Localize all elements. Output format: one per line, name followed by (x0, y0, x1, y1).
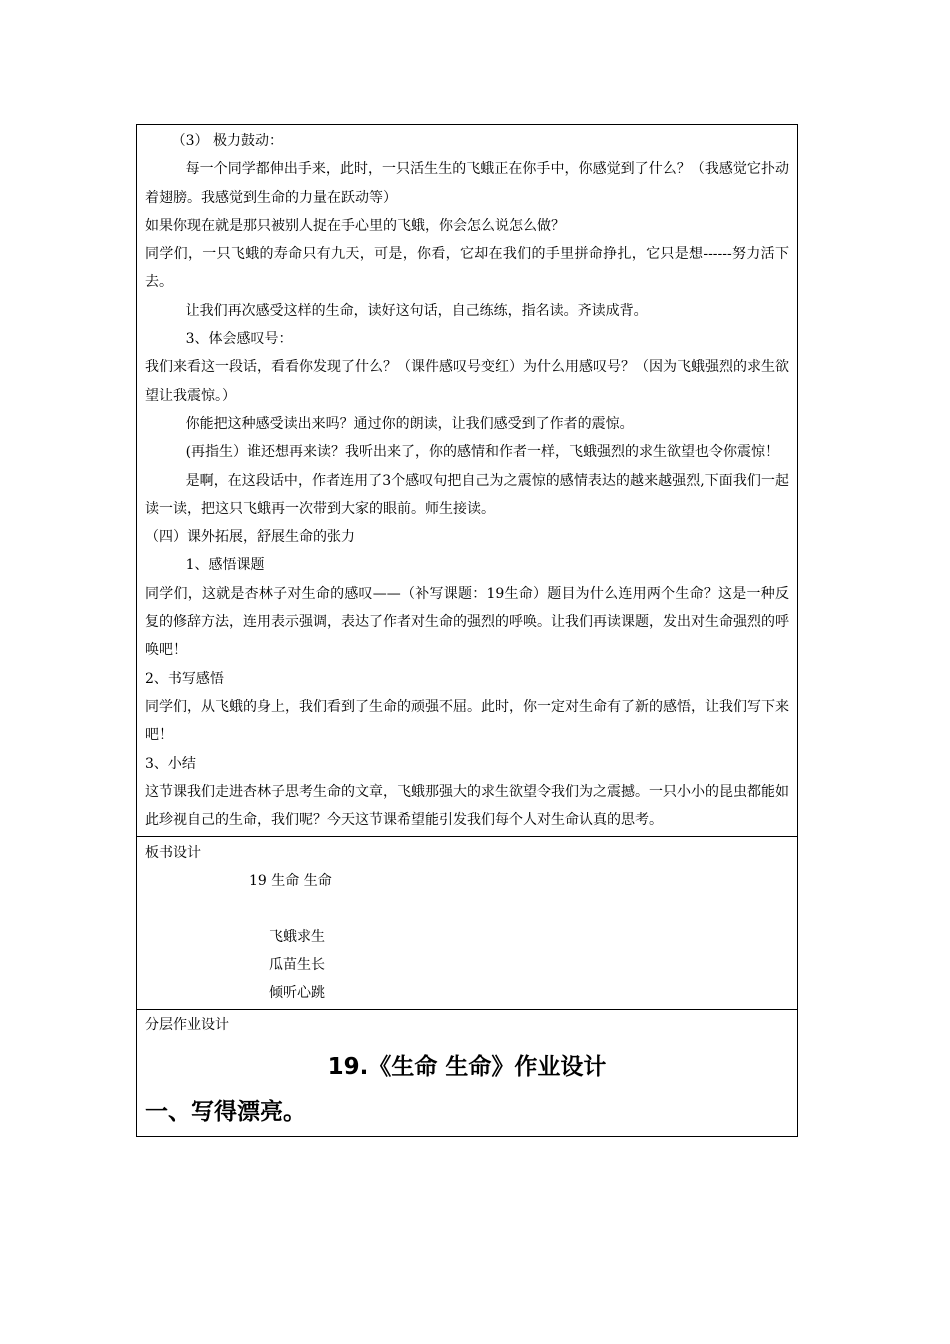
board-design-item: 瓜苗生长 (269, 957, 325, 974)
lesson-paragraph: 每一个同学都伸出手来，此时，一只活生生的飞蛾正在你手中，你感觉到了什么？（我感觉它扑动着翅膀。我感觉到生命的力量在跃动等） (145, 161, 789, 206)
lesson-process-row (137, 125, 798, 837)
lesson-paragraph: 是啊，在这段话中，作者连用了3个感叹句把自己为之震惊的感情表达的越来越强烈,下面我们一起读一读，把这只飞蛾再一次带到大家的眼前。师生接读。 (145, 472, 789, 517)
lesson-paragraph: 如果你现在就是那只被别人捉在手心里的飞蛾，你会怎么说怎么做？ (145, 217, 565, 234)
lesson-paragraph: 3、体会感叹号： (185, 331, 293, 348)
homework-design-label: 分层作业设计 (145, 1017, 229, 1034)
lesson-paragraph: 这节课我们走进杏林子思考生命的文章，飞蛾那强大的求生欲望令我们为之震撼。一只小小的昆虫都能如此珍视自己的生命，我们呢？今天这节课希望能引发我们每个人对生命认真的思考。 (145, 783, 789, 829)
lesson-paragraph: 同学们，这就是杏林子对生命的感叹——（补写课题：19生命）题目为什么连用两个生命？这是一种反复的修辞方法，连用表示强调，表达了作者对生命的强烈的呼唤。让我们再读课题，发出对生命强烈的呼唤吧！ (145, 585, 789, 659)
lesson-paragraph: (再指生）谁还想再来读？我听出来了，你的感情和作者一样，飞蛾强烈的求生欲望也令你震惊！ (185, 444, 780, 461)
lesson-process-cell (137, 125, 798, 837)
lesson-paragraph: 同学们，一只飞蛾的寿命只有九天，可是，你看，它却在我们的手里拼命挣扎，它只是想------努力活下去。 (145, 246, 789, 291)
lesson-paragraph: 同学们，从飞蛾的身上，我们看到了生命的顽强不屈。此时，你一定对生命有了新的感悟，让我们写下来吧！ (145, 698, 789, 744)
board-design-cell (137, 837, 798, 1010)
board-design-title: 19 生命 生命 (249, 873, 332, 890)
homework-title: 19.《生命 生命》作业设计 (327, 1054, 607, 1081)
lesson-paragraph: （四）课外拓展，舒展生命的张力 (145, 529, 355, 546)
lesson-plan-table (136, 124, 798, 1137)
homework-design-row (137, 1010, 798, 1137)
board-design-gap (145, 895, 789, 923)
board-design-label: 板书设计 (145, 845, 201, 862)
lesson-paragraph: 3、小结 (145, 755, 196, 772)
homework-section-heading: 一、写得漂亮。 (145, 1099, 306, 1126)
homework-design-cell (137, 1010, 798, 1137)
lesson-paragraph: 我们来看这一段话，看看你发现了什么？（课件感叹号变红）为什么用感叹号？（因为飞蛾强烈的求生欲望让我震惊。） (145, 359, 789, 404)
lesson-paragraph: 让我们再次感受这样的生命，读好这句话，自己练练，指名读。齐读成背。 (185, 302, 648, 319)
lesson-page (136, 124, 798, 1137)
board-design-item: 倾听心跳 (269, 985, 325, 1002)
lesson-paragraph: 1、感悟课题 (185, 557, 265, 574)
lesson-process-body (145, 127, 789, 834)
board-design-item: 飞蛾求生 (269, 929, 325, 946)
lesson-paragraph: （3） 极力鼓动： (171, 133, 283, 149)
board-design-row (137, 837, 798, 1010)
lesson-paragraph: 你能把这种感受读出来吗？通过你的朗读，让我们感受到了作者的震惊。 (185, 415, 634, 432)
lesson-paragraph: 2、书写感悟 (145, 670, 224, 687)
